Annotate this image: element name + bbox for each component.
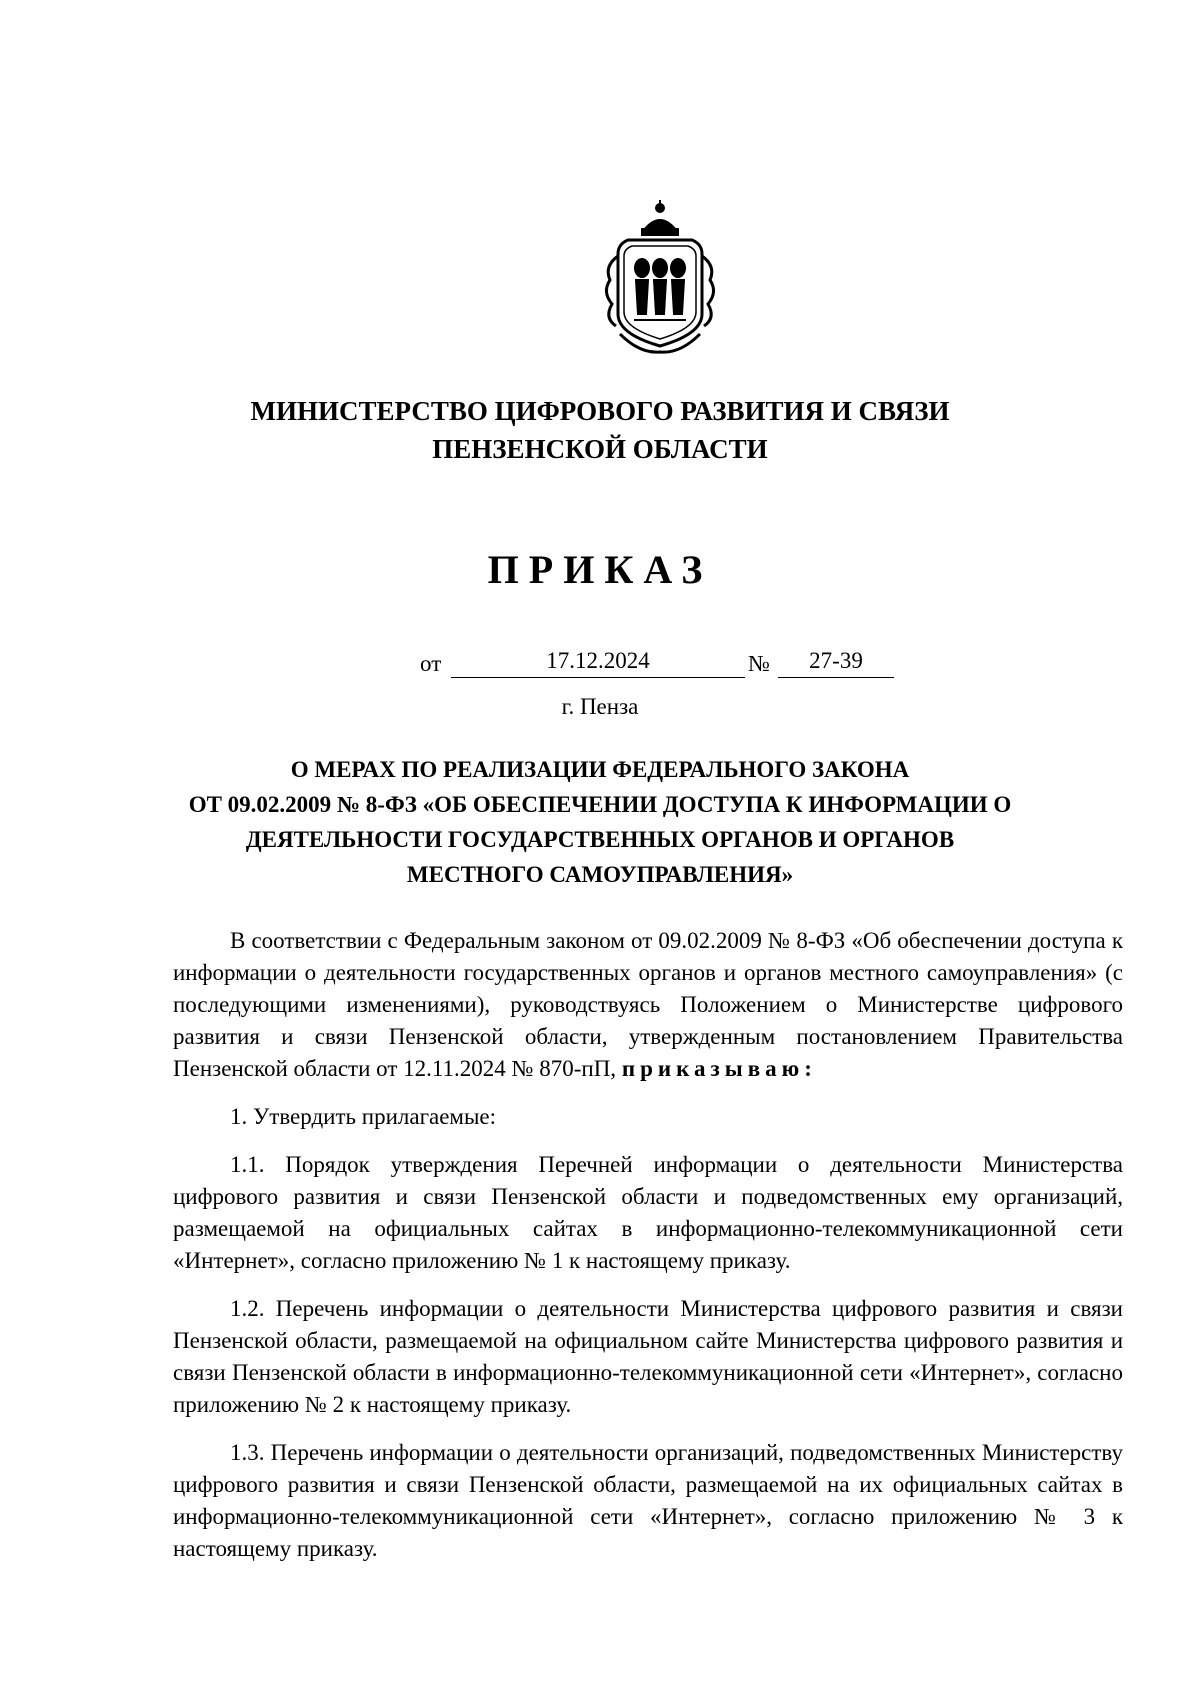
number-label: № [748,651,770,676]
subject-line4: МЕСТНОГО САМОУПРАВЛЕНИЯ» [406,862,794,887]
subject-line2: ОТ 09.02.2009 № 8-ФЗ «ОБ ОБЕСПЕЧЕНИИ ДОСТУПА К ИНФОРМАЦИИ О [188,792,1012,817]
document-body [173,925,1123,1581]
date-number-line [0,645,1200,681]
subject-line1: О МЕРАХ ПО РЕАЛИЗАЦИИ ФЕДЕРАЛЬНОГО ЗАКОНА [290,757,910,782]
preamble-text: В соответствии с Федеральным законом от 09.02.2009 № 8-ФЗ «Об обеспечении доступа к информации о деятельности государственных органов и органов местного самоуправления» (с последующими изменениями), руководствуясь Положением о Министерстве цифрового развития и связи Пензенской области, утвержденным постановлением Правительства Пензенской области от 12.11.2024 № 870-пП, [173,928,1123,1081]
date-field: 17.12.2024 [451,645,745,678]
number-field: 27-39 [778,645,894,678]
ministry-name-line1: МИНИСТЕРСТВО ЦИФРОВОГО РАЗВИТИЯ И СВЯЗИ [250,396,950,426]
preamble-paragraph [173,925,1123,1085]
date-label: от [420,651,442,676]
item-1: 1. Утвердить прилагаемые: [230,1104,497,1129]
item-1-3: 1.3. Перечень информации о деятельности организаций, подведомственных Министерству цифрового развития и связи Пензенской области, размещаемой на их официальных сайтах в информационно-телекоммуникационной сети «Интернет», согласно приложению № 3 к настоящему приказу. [173,1440,1123,1561]
item-1-2: 1.2. Перечень информации о деятельности Министерства цифрового развития и связи Пензенской области, размещаемой на официальном сайте Министерства цифрового развития и связи Пензенской области в информационно-телекоммуникационной сети «Интернет», согласно приложению № 2 к настоящему приказу. [173,1296,1123,1417]
document-type-title: ПРИКАЗ [487,547,713,592]
coat-of-arms-icon [598,196,722,356]
subject-line3: ДЕЯТЕЛЬНОСТИ ГОСУДАРСТВЕННЫХ ОРГАНОВ И ОРГАНОВ [245,827,955,852]
ministry-name [0,392,1200,468]
ministry-name-line2: ПЕНЗЕНСКОЙ ОБЛАСТИ [432,434,768,464]
city-label: г. Пенза [561,694,639,719]
order-word: приказываю: [621,1056,817,1081]
document-subject [0,752,1200,892]
item-1-1: 1.1. Порядок утверждения Перечней информации о деятельности Министерства цифрового развития и связи Пензенской области и подведомственных ему организаций, размещаемой на официальных сайтах в информационно-телекоммуникационной сети «Интернет», согласно приложению № 1 к настоящему приказу. [173,1152,1123,1273]
